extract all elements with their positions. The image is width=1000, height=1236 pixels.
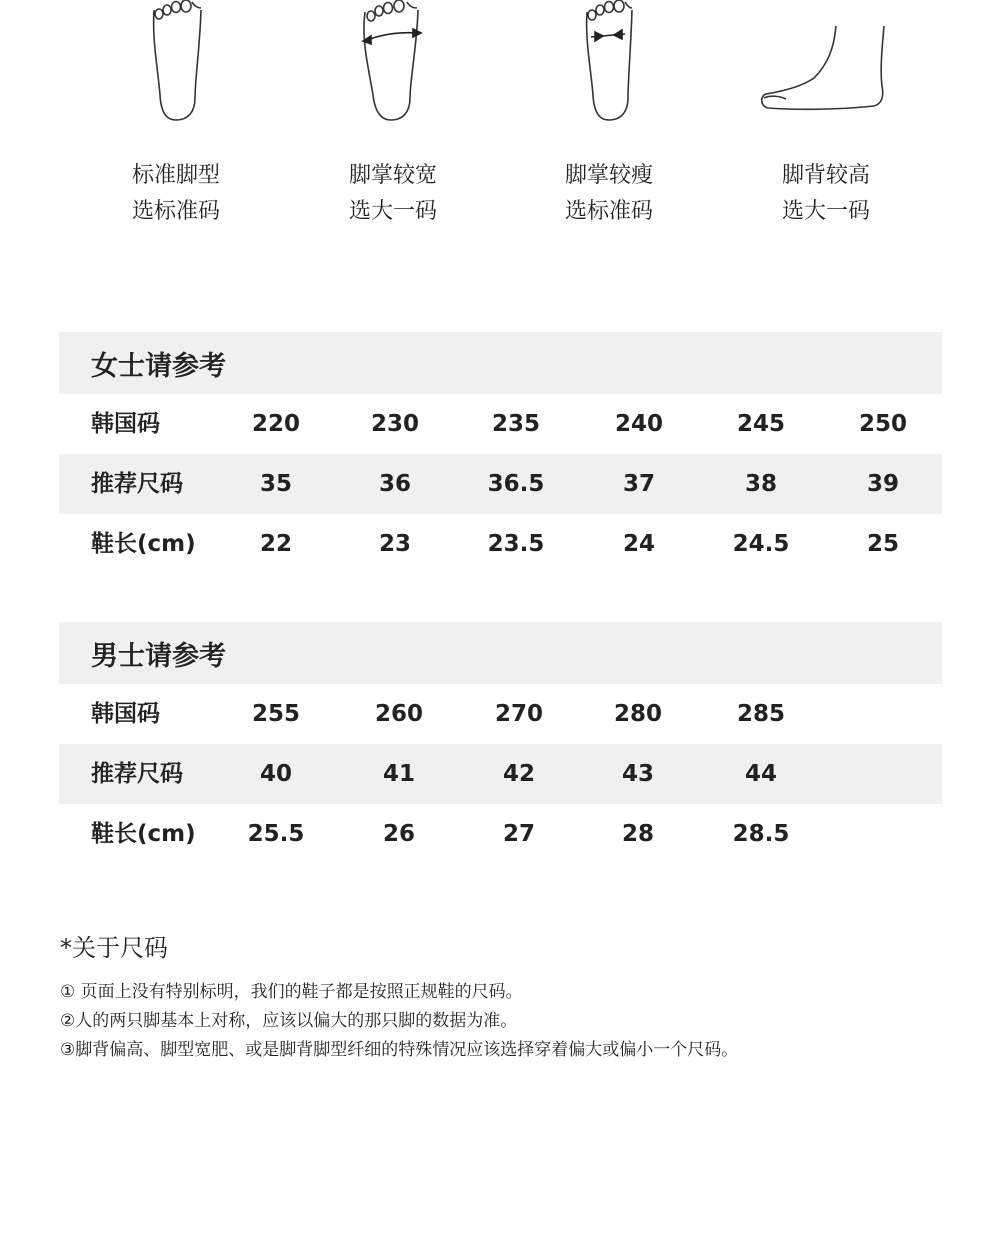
table-cell: 25.5 xyxy=(247,821,305,847)
size-notes xyxy=(60,930,960,1065)
table-cell: 260 xyxy=(374,701,423,727)
notes-title: *关于尺码 xyxy=(60,934,168,962)
table-row xyxy=(59,394,942,454)
table-cell: 220 xyxy=(251,411,300,437)
table-row xyxy=(59,514,942,574)
table-cell: 28 xyxy=(621,821,654,847)
table-cell: 39 xyxy=(866,471,899,497)
men-size-table xyxy=(59,622,942,864)
table-cell: 40 xyxy=(259,761,292,787)
table-cell: 235 xyxy=(491,411,540,437)
wide-foot-icon xyxy=(283,0,503,130)
table-cell: 37 xyxy=(622,471,655,497)
table-cell: 27 xyxy=(502,821,535,847)
foot-type-guide xyxy=(0,0,1000,240)
foot-type-wide xyxy=(283,0,503,224)
note-line: ②人的两只脚基本上对称，应该以偏大的那只脚的数据为准。 xyxy=(60,1011,518,1031)
table-cell: 270 xyxy=(494,701,543,727)
foot-type-high-instep xyxy=(716,0,936,224)
table-cell: 28.5 xyxy=(732,821,790,847)
table-cell: 24.5 xyxy=(732,531,790,557)
women-table-title: 女士请参考 xyxy=(59,332,942,394)
row-label: 推荐尺码 xyxy=(91,761,183,787)
standard-foot-icon xyxy=(66,0,286,130)
table-cell: 36.5 xyxy=(487,471,545,497)
table-cell: 44 xyxy=(744,761,777,787)
table-row xyxy=(59,744,942,804)
table-cell: 285 xyxy=(736,701,785,727)
foot-type-line2: 选标准码 xyxy=(131,199,220,224)
row-label: 鞋长(cm) xyxy=(91,531,196,557)
table-cell: 23.5 xyxy=(487,531,545,557)
table-cell: 43 xyxy=(621,761,654,787)
foot-type-line1: 脚掌较宽 xyxy=(348,163,437,188)
table-cell: 230 xyxy=(370,411,419,437)
row-label: 推荐尺码 xyxy=(91,471,183,497)
table-cell: 25 xyxy=(866,531,899,557)
foot-type-line2: 选大一码 xyxy=(781,199,870,224)
table-cell: 240 xyxy=(614,411,663,437)
table-cell: 23 xyxy=(378,531,411,557)
foot-type-line2: 选标准码 xyxy=(564,199,653,224)
foot-type-narrow xyxy=(499,0,719,224)
table-row xyxy=(59,454,942,514)
foot-type-line1: 脚背较高 xyxy=(781,163,870,188)
high-instep-foot-icon xyxy=(716,0,936,130)
table-cell: 22 xyxy=(259,531,292,557)
table-cell: 42 xyxy=(502,761,535,787)
table-cell: 41 xyxy=(382,761,415,787)
table-cell: 26 xyxy=(382,821,415,847)
note-line: ③脚背偏高、脚型宽肥、或是脚背脚型纤细的特殊情况应该选择穿着偏大或偏小一个尺码。 xyxy=(60,1040,739,1060)
table-cell: 35 xyxy=(259,471,292,497)
row-label: 韩国码 xyxy=(91,701,160,727)
table-cell: 250 xyxy=(858,411,907,437)
row-label: 鞋长(cm) xyxy=(91,821,196,847)
note-line: ① 页面上没有特别标明，我们的鞋子都是按照正规鞋的尺码。 xyxy=(60,982,523,1002)
table-cell: 38 xyxy=(744,471,777,497)
men-table-title: 男士请参考 xyxy=(59,622,942,684)
foot-type-line1: 标准脚型 xyxy=(131,163,220,188)
table-cell: 36 xyxy=(378,471,411,497)
table-row xyxy=(59,804,942,864)
foot-type-line2: 选大一码 xyxy=(348,199,437,224)
table-cell: 245 xyxy=(736,411,785,437)
women-size-table xyxy=(59,332,942,574)
narrow-foot-icon xyxy=(499,0,719,130)
foot-type-line1: 脚掌较瘦 xyxy=(564,163,653,188)
row-label: 韩国码 xyxy=(91,411,160,437)
table-cell: 280 xyxy=(613,701,662,727)
table-cell: 255 xyxy=(251,701,300,727)
table-cell: 24 xyxy=(622,531,655,557)
foot-type-standard xyxy=(66,0,286,224)
table-row xyxy=(59,684,942,744)
